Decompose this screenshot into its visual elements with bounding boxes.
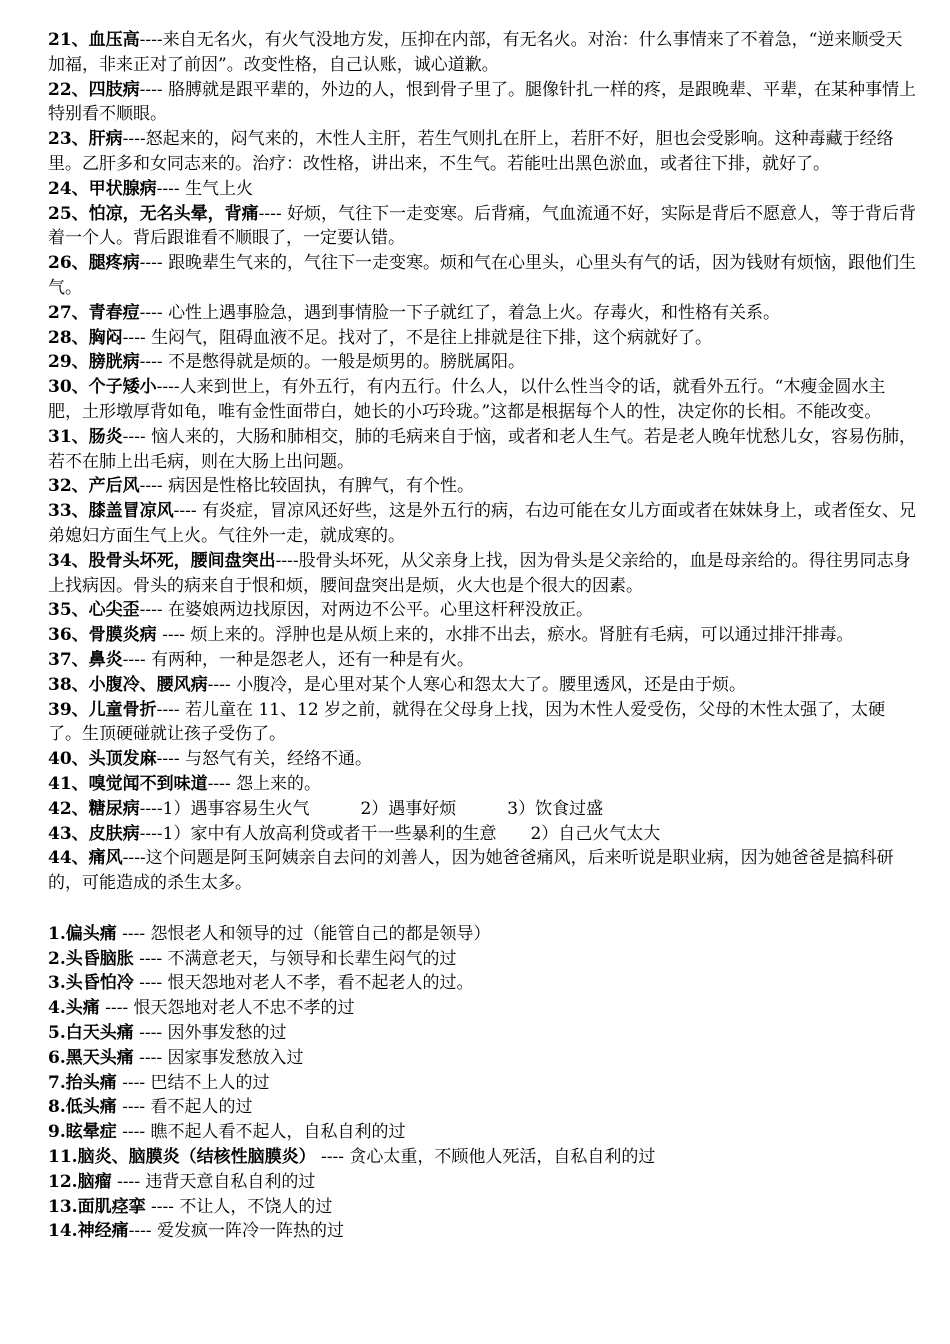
list-item: [48, 549, 918, 599]
item-separator: ----: [139, 302, 169, 323]
item-heading: 44、痛风: [48, 848, 123, 869]
item-body: 与怒气有关，经络不通。: [185, 749, 373, 770]
item-heading: 37、鼻炎: [48, 649, 123, 670]
list-item: [48, 1145, 918, 1170]
item-separator: ----: [133, 1023, 168, 1044]
item-heading: 29、膀胱病: [48, 352, 140, 373]
item-heading: 21、血压高: [48, 30, 140, 50]
item-heading: 1.偏头痛: [48, 923, 117, 944]
item-body: 心性上遇事脸急，遇到事情脸一下子就红了，着急上火。存毒火，和性格有关系。: [168, 302, 781, 323]
item-heading: 41、嗅觉闻不到味道: [48, 773, 208, 794]
item-heading: 6.黑天头痛: [48, 1047, 134, 1068]
disease-list-21-44: [48, 28, 918, 896]
item-body: 病因是性格比较固执，有脾气，有个性。: [168, 476, 475, 497]
item-heading: 13.面肌痉挛: [48, 1196, 146, 1217]
item-body: 不是憋得就是烦的。一般是烦男的。膀胱属阳。: [168, 352, 526, 373]
item-body: 烦上来的。浮肿也是从烦上来的，水排不出去，瘀水。肾脏有毛病，可以通过排汗排毒。: [190, 625, 854, 646]
item-separator: ----: [122, 129, 146, 150]
item-separator: ----: [99, 998, 134, 1019]
item-body: 巴结不上人的过: [150, 1072, 270, 1093]
section-gap: [48, 896, 918, 922]
list-item: [48, 623, 918, 648]
list-item: [48, 922, 918, 947]
item-heading: 34、股骨头坏死，腰间盘突出: [48, 550, 276, 571]
list-item: [48, 996, 918, 1021]
item-separator: ----: [315, 1147, 350, 1168]
item-separator: ----: [139, 476, 169, 497]
item-separator: ----: [139, 79, 169, 100]
item-body: 好烦，气往下一走变寒。后背痛，气血流通不好，实际是背后不愿意人，等于背后背着一个人。背后跟谁看不顺眼了，一定要认错。: [48, 203, 917, 249]
item-separator: ----: [275, 550, 299, 571]
list-item: [48, 1195, 918, 1220]
item-separator: ----: [122, 327, 152, 348]
item-heading: 31、肠炎: [48, 426, 123, 447]
item-body: 这个问题是阿玉阿姨亲自去问的刘善人，因为她爸爸痛风，后来听说是职业病，因为她爸爸是搞科研的，可能造成的杀生太多。: [48, 848, 894, 894]
item-body: 因家事发愁放入过: [167, 1047, 304, 1068]
item-body: 不满意老天，与领导和长辈生闷气的过: [167, 948, 457, 969]
item-body: 恨天怨地对老人不忠不孝的过: [133, 998, 355, 1019]
item-separator: ----: [133, 973, 168, 994]
item-body: 违背天意自私自利的过: [145, 1171, 316, 1192]
item-body: 恨天怨地对老人不孝，看不起老人的过。: [167, 973, 474, 994]
item-separator: ----: [133, 1047, 168, 1068]
item-body: 瞧不起人看不起人，自私自利的过: [150, 1122, 406, 1143]
list-item: [48, 1071, 918, 1096]
item-separator: ----: [116, 1097, 151, 1118]
item-body: 有两种，一种是怨老人，还有一种是有火。: [151, 649, 475, 670]
item-heading: 4.头痛: [48, 998, 100, 1019]
list-item: [48, 772, 918, 797]
item-heading: 33、膝盖冒凉风: [48, 501, 174, 522]
item-body: 怒起来的，闷气来的，木性人主肝，若生气则扎在肝上，若肝不好，胆也会受影响。这种毒藏于经络里。乙肝多和女同志来的。治疗：改性格，讲出来，不生气。若能吐出黑色淤血，或者往下排，就好了。: [48, 129, 894, 174]
list-item: [48, 698, 918, 748]
item-body: 看不起人的过: [150, 1097, 253, 1118]
item-heading: 35、心尖歪: [48, 600, 140, 621]
list-item: [48, 1021, 918, 1046]
item-heading: 2.头昏脑胀: [48, 948, 134, 969]
item-heading: 23、肝病: [48, 129, 123, 150]
item-body: 1）家中有人放高利贷或者干一些暴利的生意 2）自己火气太大: [162, 823, 661, 844]
item-body: 跟晚辈生气来的，气往下一走变寒。烦和气在心里头，心里头有气的话，因为钱财有烦恼，跟他们生气。: [48, 253, 917, 298]
item-separator: ----: [139, 823, 163, 844]
item-separator: ----: [139, 600, 169, 621]
item-heading: 39、儿童骨折: [48, 699, 157, 720]
item-separator: ----: [122, 649, 152, 670]
item-heading: 27、青春痘: [48, 302, 140, 323]
list-item: [48, 1120, 918, 1145]
item-separator: ----: [145, 1196, 180, 1217]
list-item: [48, 846, 918, 896]
list-item: [48, 350, 918, 375]
list-item: [48, 127, 918, 177]
item-heading: 25、怕凉，无名头晕，背痛: [48, 203, 259, 224]
item-heading: 9.眩晕症: [48, 1122, 117, 1143]
item-separator: ----: [122, 426, 152, 447]
list-item: [48, 202, 918, 252]
item-body: 贪心太重，不顾他人死活，自私自利的过: [349, 1147, 656, 1168]
item-body: 来自无名火，有火气没地方发，压抑在内部，有无名火。对治：什么事情来了不着急，“逆来顺受天加福，非来正对了前因”。改变性格，自己认账，诚心道歉。: [48, 30, 903, 75]
list-item: [48, 822, 918, 847]
item-heading: 14.神经痛: [48, 1221, 129, 1242]
item-heading: 5.白天头痛: [48, 1023, 134, 1044]
item-separator: ----: [258, 203, 288, 224]
item-heading: 42、糖尿病: [48, 798, 140, 819]
item-separator: ----: [207, 674, 237, 695]
item-separator: ----: [156, 749, 186, 770]
list-item: [48, 177, 918, 202]
item-heading: 40、头顶发麻: [48, 749, 157, 770]
list-item: [48, 326, 918, 351]
item-body: 怨上来的。: [236, 773, 322, 794]
item-heading: 28、胸闷: [48, 327, 123, 348]
item-body: 小腹冷，是心里对某个人寒心和怨太大了。腰里透风，还是由于烦。: [236, 674, 747, 695]
item-heading: 43、皮肤病: [48, 823, 140, 844]
item-body: 人来到世上，有外五行，有内五行。什么人，以什么性当令的话，就看外五行。“木瘦金圆水主肥，土形墩厚背如龟，唯有金性面带白，她长的小巧玲珑。”这都是根据每个人的性，决定你的长相。不能改变。: [48, 377, 886, 422]
list-item: [48, 1046, 918, 1071]
item-separator: ----: [207, 773, 237, 794]
list-item: [48, 947, 918, 972]
item-heading: 12.脑瘤: [48, 1171, 112, 1192]
item-body: 因外事发愁的过: [167, 1023, 287, 1044]
document-page: [48, 28, 918, 1244]
item-separator: ----: [173, 501, 203, 522]
list-item: [48, 375, 918, 425]
item-heading: 32、产后风: [48, 476, 140, 497]
item-separator: ----: [111, 1171, 146, 1192]
item-separator: ----: [139, 253, 169, 274]
item-body: 生闷气，阻碍血液不足。找对了，不是往上排就是往下排，这个病就好了。: [151, 327, 713, 348]
item-heading: 36、骨膜炎病: [48, 625, 157, 646]
item-separator: ----: [156, 625, 191, 646]
item-separator: ----: [139, 798, 163, 819]
item-heading: 3.头昏怕冷: [48, 973, 134, 994]
item-body: 恼人来的，大肠和肺相交，肺的毛病来自于恼，或者和老人生气。若是老人晚年忧愁儿女，容易伤肺，若不在肺上出毛病，则在大肠上出问题。: [48, 426, 917, 472]
disease-list-1-14: [48, 922, 918, 1244]
item-heading: 38、小腹冷、腰风病: [48, 674, 208, 695]
item-body: 生气上火: [185, 178, 254, 199]
list-item: [48, 598, 918, 623]
item-separator: ----: [156, 178, 186, 199]
item-body: 股骨头坏死，从父亲身上找，因为骨头是父亲给的，血是母亲给的。得往男同志身上找病因。骨头的病来自于恨和烦，腰间盘突出是烦，火大也是个很大的因素。: [48, 550, 911, 596]
list-item: [48, 971, 918, 996]
item-heading: 30、个子矮小: [48, 377, 157, 398]
item-body: 若儿童在 11、12 岁之前，就得在父母身上找，因为木性人爱受伤，父母的木性太强了，太硬了。生顶硬碰就让孩子受伤了。: [48, 699, 886, 745]
item-body: 1）遇事容易生火气 2）遇事好烦 3）饮食过盛: [162, 798, 604, 819]
item-body: 不让人，不饶人的过: [179, 1196, 333, 1217]
list-item: [48, 251, 918, 301]
list-item: [48, 1170, 918, 1195]
item-separator: ----: [116, 1072, 151, 1093]
item-body: 在婆娘两边找原因，对两边不公平。心里这杆秤没放正。: [168, 600, 594, 621]
list-item: [48, 673, 918, 698]
item-separator: ----: [156, 699, 186, 720]
item-body: 有炎症，冒凉风还好些，这是外五行的病，右边可能在女儿方面或者在妹妹身上，或者侄女、兄弟媳妇方面生气上火。气往外一走，就成寒的。: [48, 501, 917, 546]
list-item: [48, 474, 918, 499]
item-heading: 7.抬头痛: [48, 1072, 117, 1093]
item-separator: ----: [116, 1122, 151, 1143]
item-body: 胳膊就是跟平辈的，外边的人，恨到骨子里了。腿像针扎一样的疼，是跟晚辈、平辈，在某种事情上特别看不顺眼。: [48, 79, 917, 125]
item-separator: ----: [156, 377, 180, 398]
item-heading: 11.脑炎、脑膜炎（结核性脑膜炎）: [48, 1147, 316, 1168]
item-separator: ----: [139, 352, 169, 373]
item-separator: ----: [128, 1221, 157, 1242]
list-item: [48, 301, 918, 326]
item-heading: 24、甲状腺病: [48, 178, 157, 199]
list-item: [48, 747, 918, 772]
item-body: 怨恨老人和领导的过（能管自己的都是领导）: [150, 923, 491, 944]
list-item: [48, 797, 918, 822]
list-item: [48, 1095, 918, 1120]
item-heading: 8.低头痛: [48, 1097, 117, 1118]
list-item: [48, 499, 918, 549]
item-body: 爱发疯一阵冷一阵热的过: [156, 1221, 344, 1242]
list-item: [48, 425, 918, 475]
item-separator: ----: [116, 923, 151, 944]
item-heading: 22、四肢病: [48, 79, 140, 100]
item-heading: 26、腿疼病: [48, 253, 140, 274]
list-item: [48, 78, 918, 128]
list-item: [48, 1219, 918, 1244]
item-separator: ----: [133, 948, 168, 969]
list-item: [48, 28, 918, 78]
item-separator: ----: [122, 848, 146, 869]
item-separator: ----: [139, 30, 163, 50]
list-item: [48, 648, 918, 673]
